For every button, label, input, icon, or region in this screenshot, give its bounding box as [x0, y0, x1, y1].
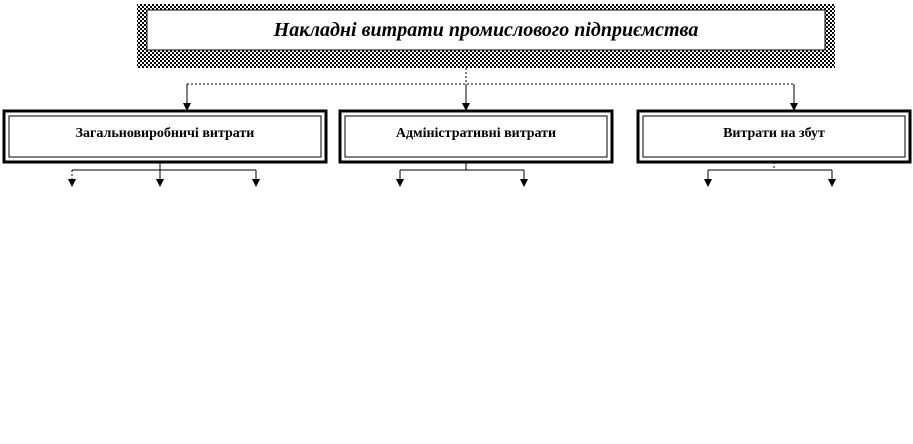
branch-label: Витрати на збут — [723, 126, 825, 141]
branch-box-sales — [638, 111, 910, 162]
title-box — [137, 4, 835, 68]
branch-box-administrative — [340, 111, 612, 162]
diagram-title: Накладні витрати промислового підприємства — [273, 19, 699, 41]
branch-2-sub-connectors — [400, 162, 524, 186]
branch-box-overhead-production — [4, 111, 326, 162]
top-connectors — [187, 68, 794, 110]
branch-label: Загальновиробничі витрати — [75, 126, 255, 141]
branch-3-sub-connectors — [708, 162, 832, 186]
branch-1-sub-connectors — [72, 162, 256, 186]
branch-label: Адміністративні витрати — [395, 126, 557, 141]
